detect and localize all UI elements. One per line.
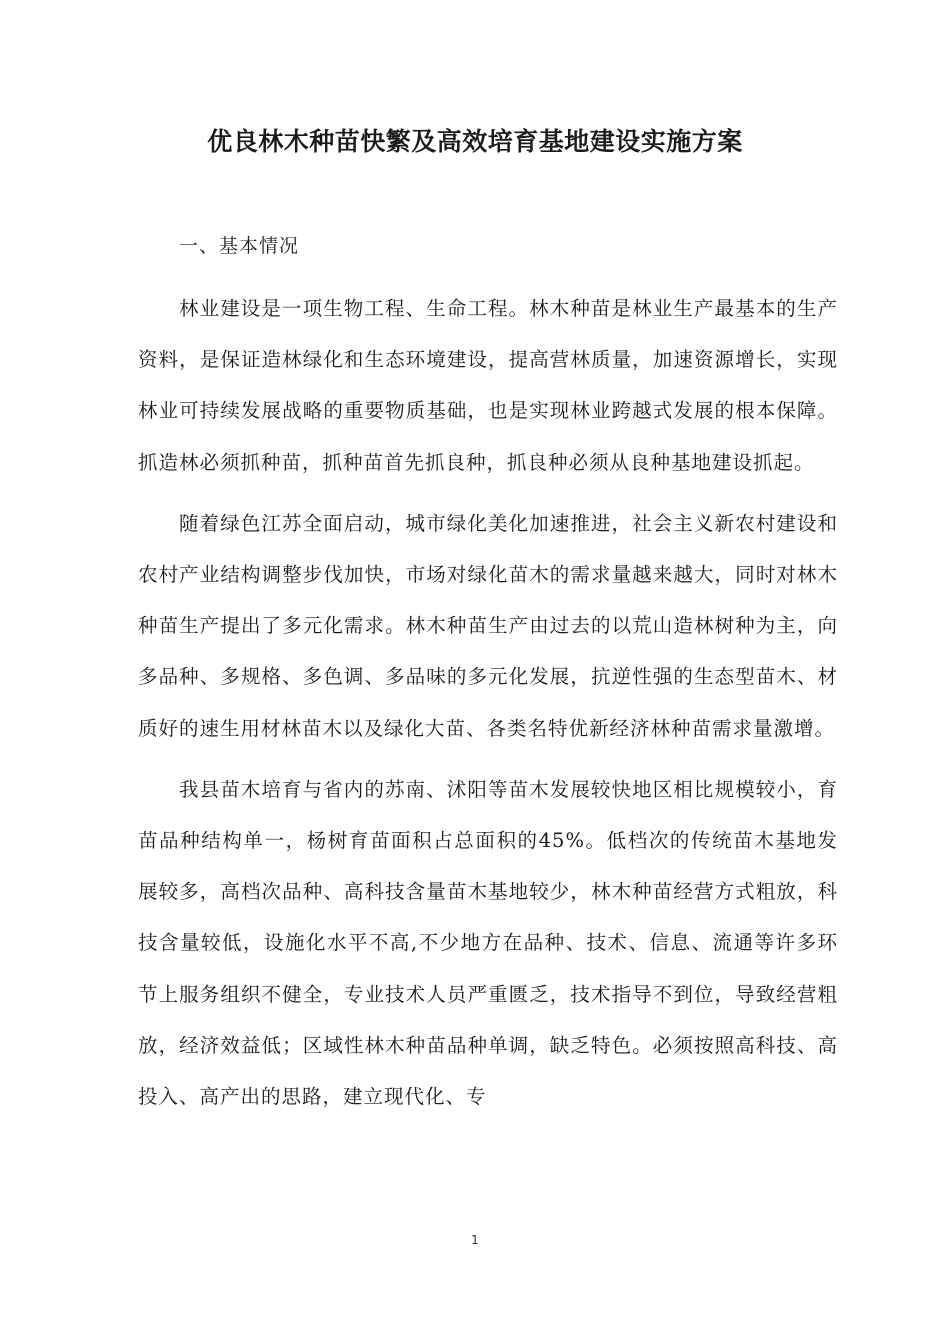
section-heading: 一、基本情况 (179, 235, 300, 257)
page-number: 1 (471, 1233, 479, 1247)
paragraph-2: 随着绿色江苏全面启动，城市绿化美化加速推进，社会主义新农村建设和农村产业结构调整步伐加快，市场对绿化苗木的需求量越来越大，同时对林木种苗生产提出了多元化需求。林木种苗生产由过去的以荒山造林树种为主，向多品种、多规格、多色调、多品味的多元化发展，抗逆性强的生态型苗木、材质好的速生用材林苗木以及绿化大苗、各类名特优新经济林种苗需求量激增。 (138, 511, 838, 740)
paragraph-3: 我县苗木培育与省内的苏南、沭阳等苗木发展较快地区相比规模较小，育苗品种结构单一，杨树育苗面积占总面积的45%。低档次的传统苗木基地发展较多，高档次品种、高科技含量苗木基地较少，林木种苗经营方式粗放，科技含量较低，设施化水平不高,不少地方在品种、技术、信息、流通等许多环节上服务组织不健全，专业技术人员严重匮乏，技术指导不到位，导致经营粗放，经济效益低；区域性林木种苗品种单调，缺乏特色。必须按照高科技、高投入、高产出的思路，建立现代化、专 (138, 777, 838, 1109)
paragraph-1: 林业建设是一项生物工程、生命工程。林木种苗是林业生产最基本的生产资料，是保证造林绿化和生态环境建设，提高营林质量，加速资源增长，实现林业可持续发展战略的重要物质基础，也是实现林业跨越式发展的根本保障。抓造林必须抓种苗，抓种苗首先抓良种，抓良种必须从良种基地建设抓起。 (138, 297, 838, 474)
document-title: 优良林木种苗快繁及高效培育基地建设实施方案 (207, 127, 743, 156)
document-body (138, 229, 838, 1122)
